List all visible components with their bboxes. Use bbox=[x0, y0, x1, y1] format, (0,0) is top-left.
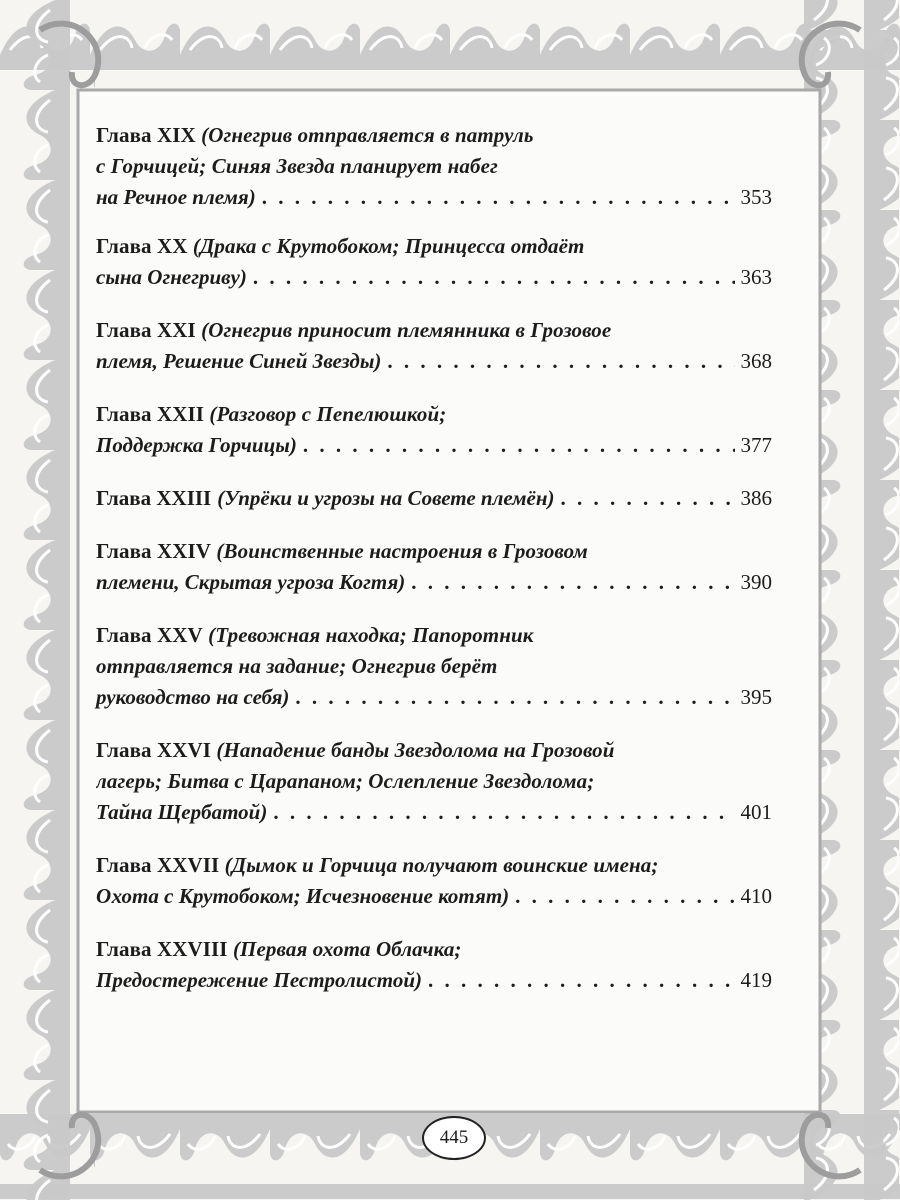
entry-last-line bbox=[96, 965, 772, 996]
toc-page-number: 368 bbox=[740, 349, 772, 373]
chapter-label: Глава XXIII bbox=[96, 486, 212, 510]
chapter-description: Предостережение Пестролистой) bbox=[96, 968, 423, 992]
entry-line bbox=[96, 850, 772, 881]
chapter-description: (Драка с Крутобоком; Принцесса отдаёт bbox=[192, 234, 585, 258]
leader-dots bbox=[411, 567, 734, 598]
chapter-description: Поддержка Горчицы) bbox=[96, 433, 297, 457]
chapter-description: (Тревожная находка; Папоротник bbox=[208, 623, 534, 647]
toc-entry[interactable] bbox=[96, 399, 772, 461]
chapter-label: Глава XX bbox=[96, 234, 188, 258]
chapter-description: племя, Решение Синей Звезды) bbox=[96, 349, 382, 373]
chapter-description: на Речное племя) bbox=[96, 185, 256, 209]
toc-entry[interactable] bbox=[96, 120, 772, 213]
toc-page-number: 363 bbox=[740, 265, 772, 289]
toc-page-number: 419 bbox=[740, 968, 772, 992]
toc-entry[interactable] bbox=[96, 735, 772, 828]
chapter-description: (Нападение банды Звездолома на Грозовой bbox=[216, 738, 615, 762]
toc-page-number: 401 bbox=[740, 800, 772, 824]
chapter-description: (Дымок и Горчица получают воинские имена; bbox=[224, 853, 659, 877]
toc-entry[interactable] bbox=[96, 934, 772, 996]
toc-entry[interactable] bbox=[96, 620, 772, 713]
page-number: 445 bbox=[439, 1127, 469, 1148]
entry-line bbox=[96, 651, 772, 682]
chapter-description: (Огнегрив отправляется в патруль bbox=[201, 123, 534, 147]
chapter-description: (Разговор с Пепелюшкой; bbox=[209, 402, 447, 426]
entry-last-line bbox=[96, 567, 772, 598]
chapter-label: Глава XXVI bbox=[96, 738, 212, 762]
toc-page-number: 386 bbox=[740, 486, 772, 510]
table-of-contents bbox=[96, 120, 772, 996]
toc-entry[interactable] bbox=[96, 315, 772, 377]
entry-last-line bbox=[96, 262, 772, 293]
chapter-label: Глава XXI bbox=[96, 318, 196, 342]
entry-last-line bbox=[96, 182, 772, 213]
entry-last-line bbox=[96, 682, 772, 713]
chapter-label: Глава XIX bbox=[96, 123, 196, 147]
chapter-label: Глава XXV bbox=[96, 623, 203, 647]
leader-dots bbox=[387, 346, 734, 377]
chapter-description: (Огнегрив приносит племянника в Грозовое bbox=[201, 318, 612, 342]
entry-last-line bbox=[96, 430, 772, 461]
entry-last-line bbox=[96, 797, 772, 828]
entry-line bbox=[96, 151, 772, 182]
entry-line bbox=[96, 934, 772, 965]
entry-line bbox=[96, 120, 772, 151]
toc-entry[interactable] bbox=[96, 536, 772, 598]
toc-entry[interactable] bbox=[96, 483, 772, 514]
entry-last-line bbox=[96, 881, 772, 912]
chapter-description: (Воинственные настроения в Грозовом bbox=[216, 539, 588, 563]
chapter-description: с Горчицей; Синяя Звезда планирует набег bbox=[96, 154, 498, 178]
toc-entry[interactable] bbox=[96, 850, 772, 912]
entry-line bbox=[96, 536, 772, 567]
toc-page-number: 395 bbox=[740, 685, 772, 709]
chapter-label: Глава XXIV bbox=[96, 539, 212, 563]
toc-entry[interactable] bbox=[96, 231, 772, 293]
toc-page-number: 410 bbox=[740, 884, 772, 908]
leader-dots bbox=[303, 430, 735, 461]
leader-dots bbox=[295, 682, 734, 713]
leader-dots bbox=[273, 797, 734, 828]
entry-line bbox=[96, 766, 772, 797]
toc-page-number: 353 bbox=[740, 185, 772, 209]
toc-page-number: 390 bbox=[740, 570, 772, 594]
chapter-label: Глава XXVIII bbox=[96, 937, 228, 961]
entry-last-line bbox=[96, 346, 772, 377]
chapter-description: сына Огнегриву) bbox=[96, 265, 247, 289]
leader-dots bbox=[561, 483, 735, 514]
chapter-description: лагерь; Битва с Царапаном; Ослепление Звездолома; bbox=[96, 769, 595, 793]
entry-last-line bbox=[96, 483, 772, 514]
chapter-description: (Первая охота Облачка; bbox=[232, 937, 462, 961]
leader-dots bbox=[428, 965, 734, 996]
chapter-description: отправляется на задание; Огнегрив берёт bbox=[96, 654, 498, 678]
chapter-description: Тайна Щербатой) bbox=[96, 800, 268, 824]
leader-dots bbox=[262, 182, 735, 213]
chapter-description: племени, Скрытая угроза Когтя) bbox=[96, 570, 406, 594]
entry-line bbox=[96, 735, 772, 766]
chapter-label: Глава XXII bbox=[96, 402, 205, 426]
entry-line bbox=[96, 399, 772, 430]
entry-line bbox=[96, 315, 772, 346]
chapter-description: (Упрёки и угрозы на Совете племён) bbox=[217, 486, 555, 510]
leader-dots bbox=[253, 262, 735, 293]
chapter-label: Глава XXVII bbox=[96, 853, 220, 877]
chapter-description: Охота с Крутобоком; Исчезновение котят) bbox=[96, 884, 510, 908]
page-number-badge bbox=[422, 1116, 486, 1160]
chapter-description: руководство на себя) bbox=[96, 685, 290, 709]
leader-dots bbox=[515, 881, 734, 912]
entry-line bbox=[96, 620, 772, 651]
toc-page-number: 377 bbox=[740, 433, 772, 457]
entry-line bbox=[96, 231, 772, 262]
